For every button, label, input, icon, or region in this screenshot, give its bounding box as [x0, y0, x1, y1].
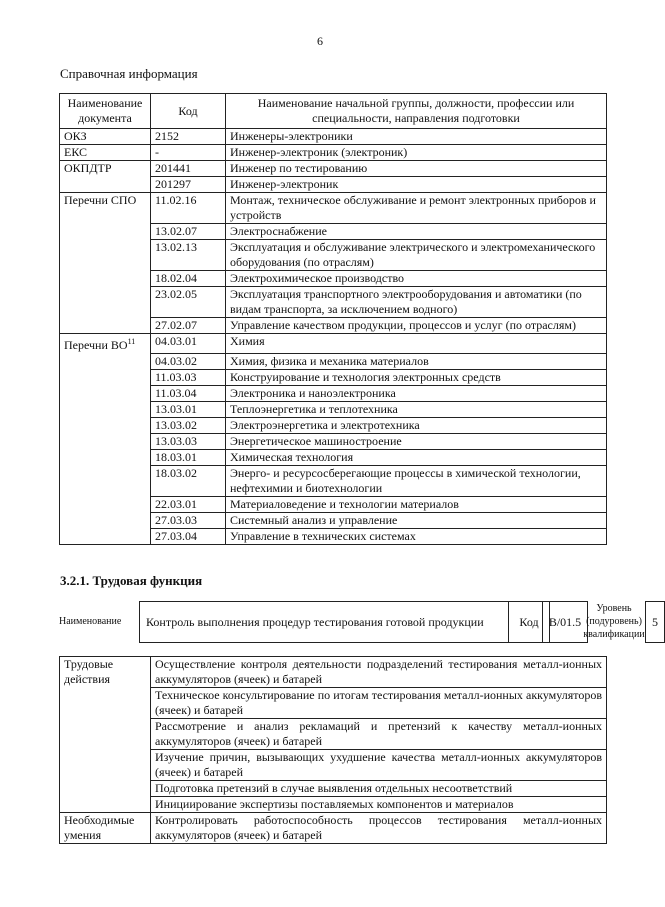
table-row — [60, 417, 607, 433]
actions-table — [59, 656, 607, 844]
specialty-name-cell: Химия — [226, 334, 607, 354]
document-cell — [60, 161, 151, 177]
column-header-name: Наименование начальной группы, должности, профессии или специальности, направления подготовки — [226, 94, 607, 129]
specialty-name-cell: Инженер-электроник (электроник) — [226, 145, 607, 161]
specialty-name-cell: Эксплуатация и обслуживание электрического и электромеханического оборудования (по отраслям) — [226, 240, 607, 271]
actions-item: Техническое консультирование по итогам тестирования металл-ионных аккумуляторов (ячеек) и батарей — [151, 688, 607, 719]
table-row — [60, 433, 607, 449]
document-cell — [60, 271, 151, 287]
document-cell — [60, 240, 151, 271]
table-row — [60, 401, 607, 417]
code-cell: 13.03.01 — [151, 401, 226, 417]
document-cell — [60, 496, 151, 512]
code-cell: 27.02.07 — [151, 318, 226, 334]
specialty-name-cell: Теплоэнергетика и теплотехника — [226, 401, 607, 417]
specialty-name-cell: Эксплуатация транспортного электрооборудования и автоматики (по видам транспорта, за исключением водного) — [226, 287, 607, 318]
table-row — [60, 224, 607, 240]
code-cell: 18.03.02 — [151, 465, 226, 496]
actions-group-cell — [60, 781, 151, 797]
code-cell: 11.03.04 — [151, 385, 226, 401]
table-row — [60, 449, 607, 465]
actions-group-cell: Трудовые действия — [60, 657, 151, 688]
code-cell: 13.02.13 — [151, 240, 226, 271]
document-cell — [60, 433, 151, 449]
qualification-level-label: Уровень (подуровень) квалификации — [583, 602, 645, 640]
specialty-name-cell: Электроника и наноэлектроника — [226, 385, 607, 401]
reference-table — [59, 93, 607, 545]
table-row — [60, 334, 607, 354]
table-row — [60, 657, 607, 688]
document-cell — [60, 353, 151, 369]
document-name: ОКПДТР — [64, 161, 112, 175]
specialty-name-cell: Монтаж, техническое обслуживание и ремонт электронных приборов и устройств — [226, 193, 607, 224]
actions-item: Рассмотрение и анализ рекламаций и претензий к качеству металл-ионных аккумуляторов (ячеек) и батарей — [151, 719, 607, 750]
document-name: Перечни ВО — [64, 338, 128, 352]
document-cell — [60, 287, 151, 318]
specialty-name-cell: Системный анализ и управление — [226, 512, 607, 528]
table-row — [60, 688, 607, 719]
code-cell: 04.03.02 — [151, 353, 226, 369]
labor-function-bar — [59, 601, 658, 643]
table-row — [60, 318, 607, 334]
actions-item: Изучение причин, вызывающих ухудшение качества металл-ионных аккумуляторов (ячеек) и батарей — [151, 750, 607, 781]
name-label: Наименование — [59, 615, 122, 627]
document-cell — [60, 417, 151, 433]
code-cell: 04.03.01 — [151, 334, 226, 354]
specialty-name-cell: Химическая технология — [226, 449, 607, 465]
document-cell — [60, 449, 151, 465]
document-cell — [60, 385, 151, 401]
code-cell: 22.03.01 — [151, 496, 226, 512]
document-cell — [60, 177, 151, 193]
table-row — [60, 797, 607, 813]
specialty-name-cell: Управление в технических системах — [226, 528, 607, 544]
specialty-name-cell: Инженер-электроник — [226, 177, 607, 193]
actions-group-cell — [60, 797, 151, 813]
document-cell — [60, 528, 151, 544]
specialty-name-cell: Инженер по тестированию — [226, 161, 607, 177]
specialty-name-cell: Энергетическое машиностроение — [226, 433, 607, 449]
specialty-name-cell: Энерго- и ресурсосберегающие процессы в химической технологии, нефтехимии и биотехнологии — [226, 465, 607, 496]
table-row — [60, 750, 607, 781]
table-row — [60, 240, 607, 271]
skills-group-cell: Необходимые умения — [60, 813, 151, 844]
reference-heading: Справочная информация — [60, 66, 198, 81]
table-row — [60, 528, 607, 544]
table-row — [60, 369, 607, 385]
column-header-code: Код — [151, 94, 226, 129]
code-cell: 11.03.03 — [151, 369, 226, 385]
function-name-value: Контроль выполнения процедур тестирования готовой продукции — [139, 601, 509, 643]
table-row — [60, 353, 607, 369]
labor-function-title: 3.2.1. Трудовая функция — [60, 573, 203, 588]
document-cell — [60, 318, 151, 334]
reference-header-row — [60, 94, 607, 129]
table-row — [60, 177, 607, 193]
code-value: B/01.5 — [542, 601, 588, 643]
specialty-name-cell: Инженеры-электроники — [226, 129, 607, 145]
specialty-name-cell: Химия, физика и механика материалов — [226, 353, 607, 369]
code-cell: - — [151, 145, 226, 161]
table-row — [60, 193, 607, 224]
table-row — [60, 781, 607, 797]
document-cell — [60, 465, 151, 496]
document-cell — [60, 145, 151, 161]
table-row — [60, 385, 607, 401]
code-cell: 201297 — [151, 177, 226, 193]
table-row — [60, 813, 607, 844]
document-name: ЕКС — [64, 145, 88, 159]
actions-group-cell — [60, 750, 151, 781]
table-row — [60, 145, 607, 161]
code-cell: 18.02.04 — [151, 271, 226, 287]
qualification-level-value: 5 — [645, 601, 665, 643]
code-cell: 27.03.03 — [151, 512, 226, 528]
table-row — [60, 271, 607, 287]
table-row — [60, 287, 607, 318]
specialty-name-cell: Электроснабжение — [226, 224, 607, 240]
document-cell — [60, 401, 151, 417]
code-cell: 2152 — [151, 129, 226, 145]
table-row — [60, 129, 607, 145]
page-number: 6 — [317, 34, 323, 48]
table-row — [60, 465, 607, 496]
table-row — [60, 496, 607, 512]
specialty-name-cell: Материаловедение и технологии материалов — [226, 496, 607, 512]
document-cell — [60, 334, 151, 354]
document-name: Перечни СПО — [64, 193, 137, 207]
code-cell: 27.03.04 — [151, 528, 226, 544]
document-cell — [60, 193, 151, 224]
code-cell: 13.02.07 — [151, 224, 226, 240]
actions-item: Подготовка претензий в случае выявления отдельных несоответствий — [151, 781, 607, 797]
actions-item: Инициирование экспертизы поставляемых компонентов и материалов — [151, 797, 607, 813]
code-cell: 11.02.16 — [151, 193, 226, 224]
specialty-name-cell: Управление качеством продукции, процессов и услуг (по отраслям) — [226, 318, 607, 334]
code-cell: 201441 — [151, 161, 226, 177]
table-row — [60, 719, 607, 750]
document-cell — [60, 369, 151, 385]
code-label: Код — [508, 601, 550, 643]
code-cell: 18.03.01 — [151, 449, 226, 465]
document-cell — [60, 512, 151, 528]
table-row — [60, 512, 607, 528]
code-cell: 23.02.05 — [151, 287, 226, 318]
footnote-marker: 11 — [127, 337, 136, 346]
specialty-name-cell: Электроэнергетика и электротехника — [226, 417, 607, 433]
actions-group-cell — [60, 719, 151, 750]
specialty-name-cell: Электрохимическое производство — [226, 271, 607, 287]
specialty-name-cell: Конструирование и технология электронных средств — [226, 369, 607, 385]
column-header-document: Наименование документа — [60, 94, 151, 129]
document-cell — [60, 224, 151, 240]
actions-item: Осуществление контроля деятельности подразделений тестирования металл-ионных аккумуляторов (ячеек) и батарей — [151, 657, 607, 688]
code-cell: 13.03.02 — [151, 417, 226, 433]
document-name: ОКЗ — [64, 129, 87, 143]
code-cell: 13.03.03 — [151, 433, 226, 449]
skills-item: Контролировать работоспособность процессов тестирования металл-ионных аккумуляторов (ячеек) и батарей — [151, 813, 607, 844]
actions-group-cell — [60, 688, 151, 719]
table-row — [60, 161, 607, 177]
document-cell — [60, 129, 151, 145]
